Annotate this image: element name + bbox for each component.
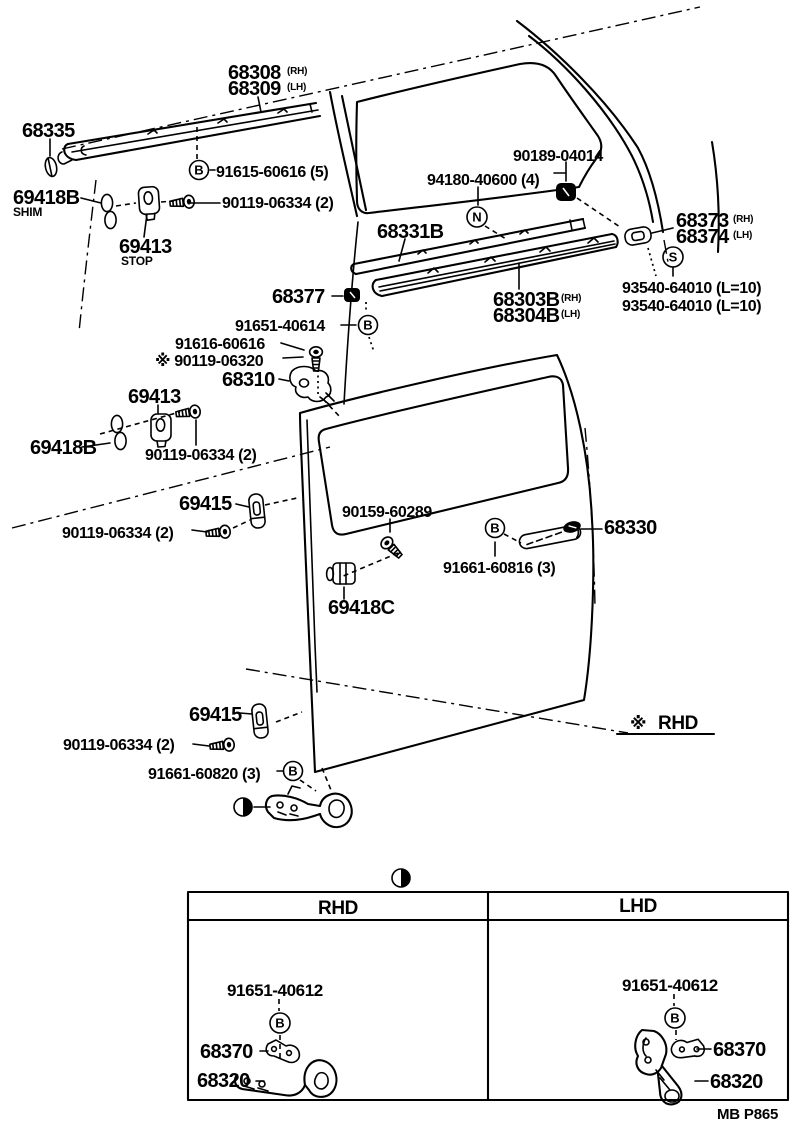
clip-69415-upper (248, 493, 265, 528)
label-69415-lower: 69415 (189, 704, 242, 726)
shim-69418b-lower (111, 415, 126, 449)
label-69415-upper: 69415 (179, 493, 232, 515)
half-circle-hinge-icon (234, 798, 252, 816)
label-68370-rhd: 68370 (200, 1041, 253, 1063)
screw-90159 (379, 535, 405, 561)
svg-text:B: B (490, 520, 500, 536)
rhd-note-text: RHD (658, 713, 698, 734)
label-68335: 68335 (22, 120, 75, 142)
label-90119-06334-1: 90119-06334 (2) (222, 195, 334, 212)
circle-n-94180 (467, 207, 487, 227)
label-68331b: 68331B (377, 221, 444, 243)
label-68303b-rh: (RH) (561, 293, 582, 304)
table-cell-lhd (622, 976, 766, 1104)
bracket-68310 (290, 367, 334, 406)
screw-90119-69415l (209, 738, 234, 753)
label-91616: 91616-60616 (175, 336, 265, 353)
label-69418c: 69418C (328, 597, 395, 619)
label-90189: 90189-04014 (513, 148, 603, 165)
label-68308: 68308 (228, 62, 281, 84)
svg-text:N: N (472, 209, 482, 225)
label-90119-06334-3: 90119-06334 (2) (62, 525, 174, 542)
label-91651-40614: 91651-40614 (235, 318, 325, 335)
circle-s-93540 (663, 247, 683, 267)
label-68374-lh: (LH) (733, 230, 753, 241)
svg-text:B: B (288, 763, 298, 779)
retainer-68373 (624, 226, 652, 246)
label-93540-2: 93540-64010 (L=10) (622, 298, 762, 315)
label-68330: 68330 (604, 517, 657, 539)
label-68373-rh: (RH) (733, 214, 754, 225)
screw-90119-69415u (205, 525, 230, 540)
label-68370-lhd: 68370 (713, 1039, 766, 1061)
label-68377: 68377 (272, 286, 325, 308)
label-68309: 68309 (228, 78, 281, 100)
clip-69415-lower (251, 703, 268, 738)
label-69418b-lower: 69418B (30, 437, 97, 459)
handle-68330 (518, 519, 582, 549)
label-90119-06320: ※ 90119-06320 (155, 353, 264, 370)
hinge-lower (266, 786, 352, 827)
label-68304b-lh: (LH) (561, 309, 581, 320)
label-91651-40612-rhd: 91651-40612 (227, 981, 323, 1000)
table-cell-rhd (197, 981, 336, 1097)
label-90119-06334-4: 90119-06334 (2) (63, 737, 175, 754)
label-91615-60616: 91615-60616 (5) (216, 164, 329, 181)
half-circle-table-icon (392, 869, 410, 887)
roof-side-rail-68308 (58, 103, 320, 164)
label-68320-rhd: 68320 (197, 1070, 250, 1092)
rhd-note-mark: ※ (630, 714, 647, 733)
circle-b-60820 (284, 762, 303, 781)
label-stop: STOP (121, 254, 153, 268)
label-69418b-upper: 69418B (13, 187, 80, 209)
label-91651-40612-lhd: 91651-40612 (622, 976, 718, 995)
svg-text:B: B (194, 162, 204, 178)
clip-68377 (344, 288, 360, 302)
label-68374: 68374 (676, 226, 729, 248)
hinge-68320-lhd (635, 1030, 681, 1104)
label-90119-06334-2: 90119-06334 (2) (145, 447, 257, 464)
circle-b-rhd: B (275, 1015, 285, 1031)
table-header-lhd: LHD (619, 896, 657, 917)
table-header-rhd: RHD (318, 898, 358, 919)
circle-b-40614 (359, 316, 378, 335)
label-69413-upper: 69413 (119, 236, 172, 258)
svg-text:S: S (668, 249, 678, 265)
svg-text:B: B (363, 317, 373, 333)
circle-b-91615 (190, 161, 209, 180)
label-68303b: 68303B (493, 289, 560, 311)
page-code: MB P865 (717, 1106, 779, 1123)
label-68309-lh: (LH) (287, 82, 307, 93)
label-91661-60816: 91661-60816 (3) (443, 560, 556, 577)
stop-69413-upper (138, 186, 160, 220)
label-69413-lower: 69413 (128, 386, 181, 408)
clip-68335 (44, 157, 59, 178)
label-68373: 68373 (676, 210, 729, 232)
shim-69418b-upper (101, 194, 116, 228)
clip-90189 (556, 183, 576, 201)
label-93540-1: 93540-64010 (L=10) (622, 280, 762, 297)
label-94180: 94180-40600 (4) (427, 172, 540, 189)
bumper-69418c (327, 563, 355, 584)
circle-b-lhd: B (670, 1010, 680, 1026)
bracket-68370-rhd (266, 1040, 299, 1062)
circle-b-60816 (486, 519, 505, 538)
label-91661-60820: 91661-60820 (3) (148, 766, 261, 783)
lhd-rhd-table (188, 892, 788, 1104)
hinge-68320-rhd (235, 1060, 336, 1097)
label-shim: SHIM (13, 205, 43, 219)
label-68308-rh: (RH) (287, 66, 308, 77)
van-body-outline (12, 7, 719, 733)
label-68310: 68310 (222, 369, 275, 391)
label-68304b: 68304B (493, 305, 560, 327)
rhd-note (630, 713, 698, 734)
label-68320-lhd: 68320 (710, 1071, 763, 1093)
label-90159: 90159-60289 (342, 504, 432, 521)
